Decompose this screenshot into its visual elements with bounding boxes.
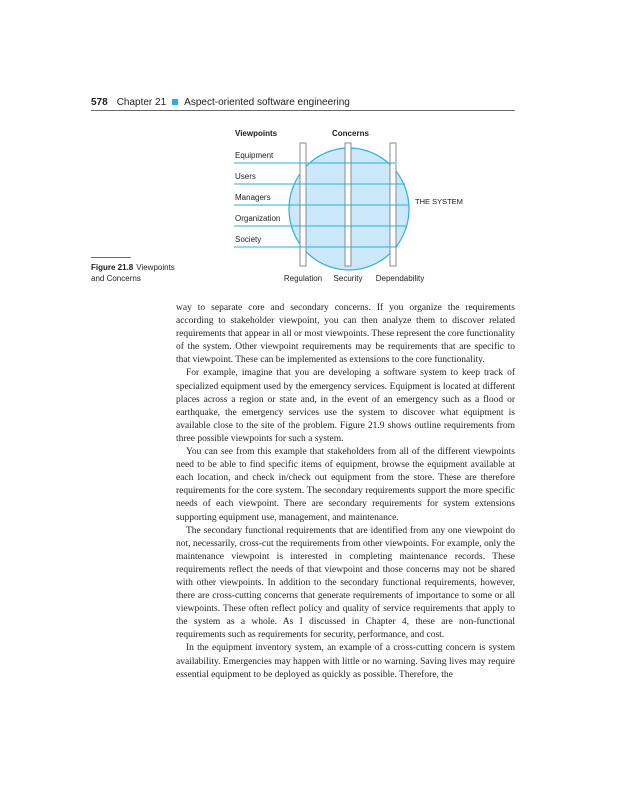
body-paragraph: way to separate core and secondary concerns. If you organize the requirements according to stakeholder viewpoint, you can then analyze them to discover related requirements that appear in all or most viewpoints. These represent the core functionality of the system. Other viewpoint requirements may be requirements that are specific to that viewpoint. These can be implemented as extensions to the core functionality. xyxy=(176,303,515,366)
viewpoint-label: Managers xyxy=(235,193,271,202)
figure-caption-text: Viewpoints and Concerns xyxy=(91,263,175,283)
viewpoints-heading: Viewpoints xyxy=(235,129,278,138)
viewpoint-label: Society xyxy=(235,235,262,244)
concern-label: Dependability xyxy=(375,274,425,283)
viewpoint-label: Organization xyxy=(235,214,281,223)
concern-label: Security xyxy=(333,274,363,283)
viewpoints-concerns-diagram xyxy=(0,0,618,300)
system-label: THE SYSTEM xyxy=(415,197,463,206)
figure-number: Figure 21.8 xyxy=(91,263,134,272)
concern-label: Regulation xyxy=(283,274,323,283)
page-number: 578 xyxy=(91,96,108,108)
body-paragraph: In the equipment inventory system, an example of a cross-cutting concern is system availability. Emergencies may happen with little or no warning. Saving lives may require essential equipment to be deployed as quickly as possible. Therefore, the xyxy=(176,643,515,680)
viewpoint-label: Equipment xyxy=(235,151,274,160)
body-paragraph: You can see from this example that stakeholders from all of the different viewpoints need to be able to find specific items of equipment, browse the equipment available at each location, and check in/check out equipment from the store. These are therefore requirements for the core system. The secondary requirements support the more specific needs of each viewpoint. There are secondary requirements for system extensions supporting equipment use, management, and maintenance. xyxy=(176,447,515,523)
body-paragraph: For example, imagine that you are developing a software system to keep track of specialized equipment used by the emergency services. Equipment is located at different places across a region or state and, in the event of an emergency such as a flood or earthquake, the emergency services use the system to discover what equipment is available close to the site of the problem. Figure 21.9 shows outline requirements from three possible viewpoints for such a system. xyxy=(176,368,515,444)
concerns-heading: Concerns xyxy=(332,129,369,138)
figure-caption-rule xyxy=(91,257,131,258)
chapter-title: Aspect-oriented software engineering xyxy=(184,96,350,108)
figure-caption xyxy=(91,262,186,284)
chapter-label: Chapter 21 xyxy=(116,96,167,108)
body-text xyxy=(176,302,515,682)
body-paragraph: The secondary functional requirements that are identified from any one viewpoint do not, necessarily, cross-cut the requirements from other viewpoints. For example, only the maintenance viewpoint is interested in completing maintenance records. These requirements reflect the needs of that viewpoint and those concerns may not be shared with other viewpoints. In addition to the secondary functional requirements, however, there are cross-cutting concerns that generate requirements of importance to some or all viewpoints. These often reflect policy and quality of service requirements that apply to the system as a whole. As I discussed in Chapter 4, these are non-functional requirements such as requirements for security, performance, and cost. xyxy=(176,525,515,641)
viewpoint-label: Users xyxy=(235,172,256,181)
